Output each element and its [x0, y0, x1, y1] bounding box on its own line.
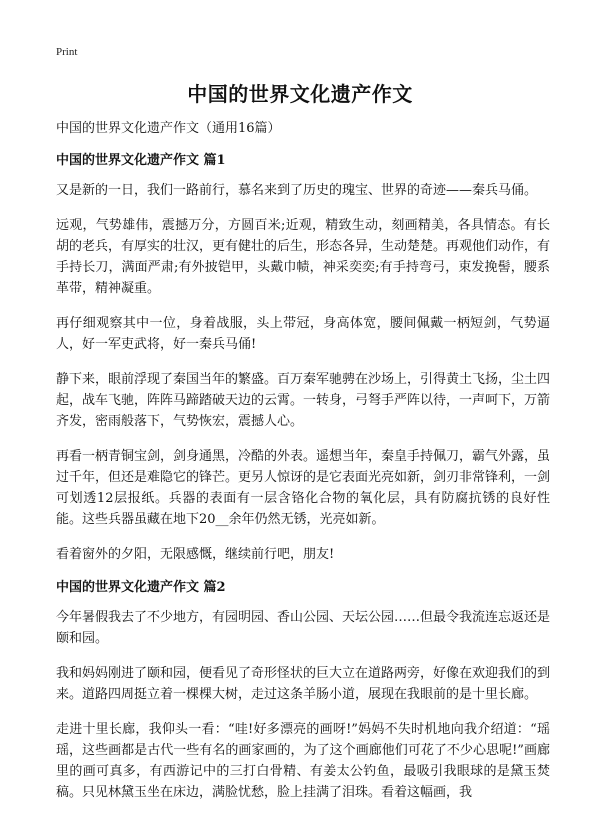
- paragraph: 走进十里长廊，我仰头一看：“哇!好多漂亮的画呀!”妈妈不失时机地向我介绍道：“瑶瑶，这些画都是古代一些有名的画家画的，为了这个画廊他们可花了不少心思呢!”画廊里的画可真多，有西游记中的三打白骨精、有姜太公钓鱼，最吸引我眼球的是黛玉焚稿。只见林黛玉坐在床边，满脸忧愁，脸上挂满了泪珠。看着这幅画，我: [56, 722, 550, 800]
- paragraph: 今年暑假我去了不少地方，有园明园、香山公园、天坛公园……但最令我流连忘返还是颐和园。: [56, 610, 551, 646]
- paragraph: 静下来，眼前浮现了秦国当年的繁盛。百万秦军驰骋在沙场上，引得黄土飞扬，尘土四起，战车飞驰，阵阵马蹄踏破天边的云霄。一转身，弓弩手严阵以待，一声呵下，万箭齐发，密雨般落下，气势恢宏，震撼人心。: [56, 372, 551, 429]
- paragraph: 看着窗外的夕阳，无限感慨，继续前行吧，朋友!: [56, 547, 335, 562]
- paragraph: 又是新的一日，我们一路前行，慕名来到了历史的瑰宝、世界的奇迹——秦兵马俑。: [56, 183, 538, 198]
- paragraph: 再看一柄青铜宝剑，剑身通黑，冷酷的外表。遥想当年，秦皇手持佩刀，霸气外露，虽过千年，但还是难隐它的锋芒。更另人惊讶的是它表面光亮如新，剑刃非常锋利，一剑可划透12层报纸。兵器的表面有一层含铬化合物的氧化层，具有防腐抗锈的良好性能。这些兵器虽藏在地下20__余年仍然无锈，光亮如新。: [56, 449, 551, 527]
- paragraph: 再仔细观察其中一位，身着战服，头上带冠，身高体宽，腰间佩戴一柄短剑，气势逼人，好一军吏武将，好一秦兵马俑!: [56, 316, 550, 352]
- essay-section-2: [56, 579, 550, 803]
- section-heading: 中国的世界文化遗产作文 篇2: [56, 580, 226, 595]
- paragraph: 远观，气势雄伟，震撼万分，方圆百米;近观，精致生动，刻画精美，各具情态。有长胡的老兵，有厚实的壮汉，更有健壮的后生，形态各异，生动楚楚。再观他们动作，有手持长刀，满面严肃;有外披铠甲，头戴巾帻，神采奕奕;有手持弯弓，束发挽髻，腰系革带，精神凝重。: [56, 218, 551, 296]
- section-heading: 中国的世界文化遗产作文 篇1: [56, 153, 226, 168]
- document-subtitle: 中国的世界文化遗产作文（通用16篇）: [56, 121, 281, 136]
- print-link[interactable]: Print: [56, 46, 78, 58]
- paragraph: 我和妈妈刚进了颐和园，便看见了奇形怪状的巨大立在道路两旁，好像在欢迎我们的到来。道路四周挺立着一棵棵大树，走过这条羊肠小道，展现在我眼前的是十里长廊。: [56, 666, 551, 702]
- essay-section-1: [56, 152, 550, 565]
- document-body: [56, 120, 550, 817]
- page-title: 中国的世界文化遗产作文: [187, 82, 413, 106]
